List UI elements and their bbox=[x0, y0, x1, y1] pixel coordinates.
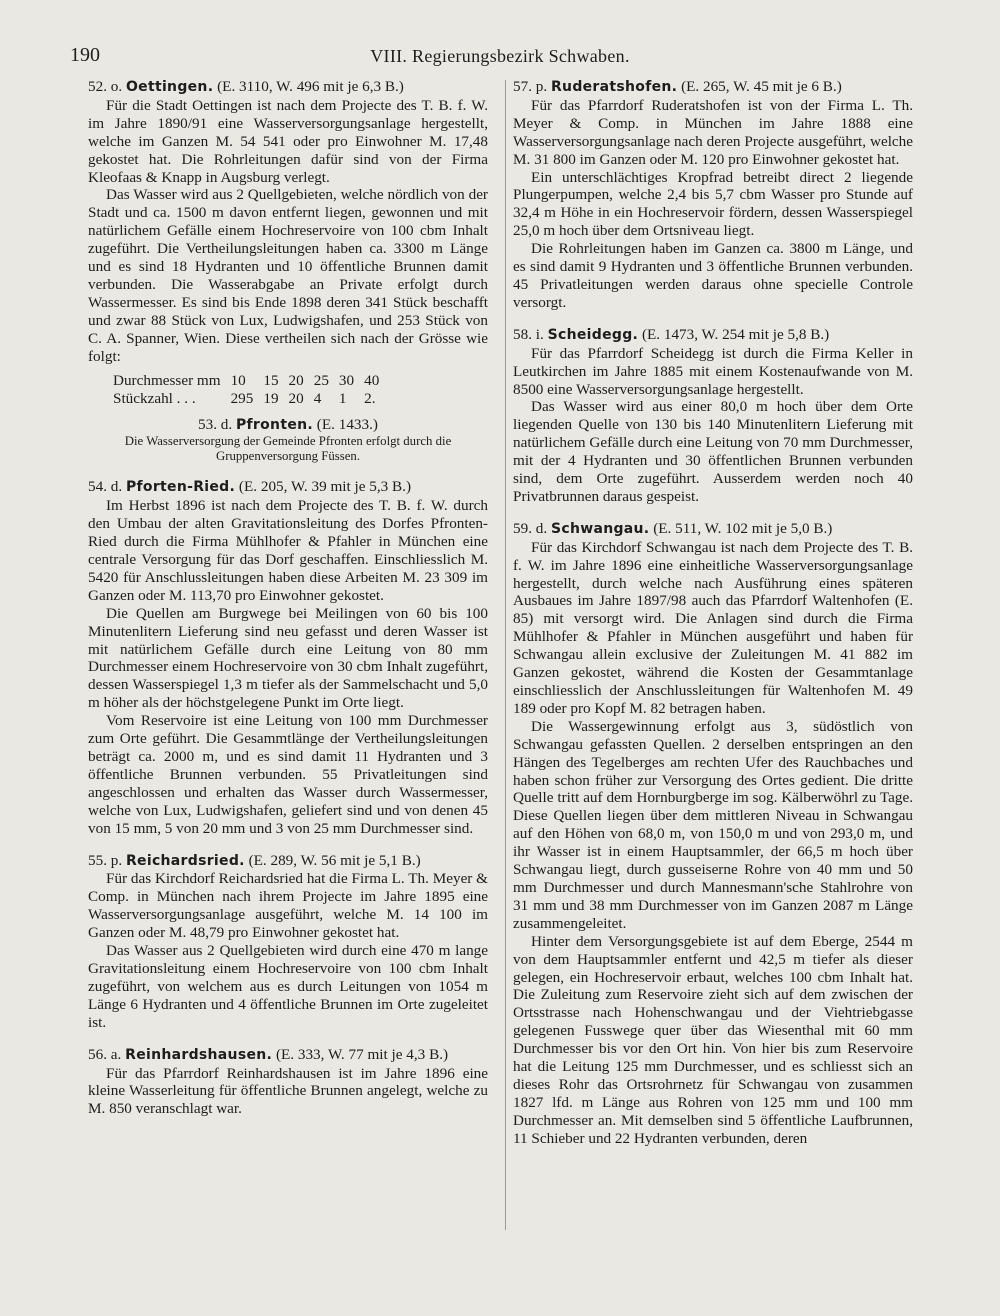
entry-title bbox=[513, 520, 913, 539]
spacer bbox=[88, 1032, 488, 1046]
entry-55-reichardsried bbox=[88, 852, 488, 1032]
entry-place: Schwangau. bbox=[550, 520, 650, 537]
paragraph: Die Quellen am Burgwege bei Meilingen von 60 bis 100 Minutenlitern Lieferung sind neu gefasst und deren Wasser ist mit natürlichem Gefälle durch eine Leitung von 80 mm Durchmesser einem Hochreservoire von 30 cbm Inhalt zugeführt, dessen Wasserspiegel 1,3 m tiefer als der Sammelschacht und 5,0 m höher als der höchstgelegene Punkt im Orte liegt. bbox=[88, 604, 488, 712]
entry-title bbox=[513, 78, 913, 97]
table-cell: 20 bbox=[288, 371, 304, 389]
paragraph: Das Wasser wird aus 2 Quellgebieten, welche nördlich von der Stadt und ca. 1500 m davon entfernt liegen, gewonnen und mit natürlichem Gefälle einem Hochreservoire von 100 cbm Inhalt zugeführt. Die Vertheilungsleitungen haben ca. 3300 m Länge und es sind 18 Hydranten und 10 öffentliche Brunnen damit verbunden. Die Wasserabgabe an Private erfolgt durch Wassermesser. Es sind bis Ende 1898 deren 341 Stück beschafft und zwar 88 Stück von Lux, Ludwigshafen, und 253 Stück von C. A. Spanner, Wien. Diese vertheilen sich nach der Grösse wie folgt: bbox=[88, 186, 488, 365]
entry-place: Ruderatshofen. bbox=[550, 79, 678, 95]
entry-number: 56. a. bbox=[88, 1045, 122, 1063]
paragraph: Vom Reservoire ist eine Leitung von 100 mm Durchmesser zum Orte geführt. Die Gesammtlänge der Vertheilungsleitungen beträgt ca. 2000 m, und es sind damit 11 Hydranten und 3 öffentliche Brunnen verbunden. 55 Privatleitungen sind angeschlossen und erhalten das Wasser durch Wassermesser, welche von Lux, Ludwigshafen, geliefert sind und von denen 45 von 15 mm, 5 von 20 mm und 3 von 25 mm Durchmesser sind. bbox=[88, 712, 488, 837]
entry-meta: (E. 511, W. 102 mit je 5,0 B.) bbox=[653, 519, 833, 537]
meter-size-table bbox=[108, 372, 384, 408]
paragraph: Für das Pfarrdorf Ruderatshofen ist von der Firma L. Th. Meyer & Comp. in München im Jahre 1888 eine Wasserversorgungsanlage nach deren Projecte ausgeführt, welche M. 31 800 im Ganzen oder M. 120 pro Einwohner gekostet hat. bbox=[513, 96, 913, 168]
entry-number: 57. p. bbox=[513, 78, 548, 95]
paragraph: Die Rohrleitungen haben im Ganzen ca. 3800 m Länge, und es sind damit 9 Hydranten und 3 öffentliche Brunnen verbunden. 45 Privatleitungen werden daraus ohne specielle Controle versorgt. bbox=[513, 240, 913, 311]
spacer bbox=[513, 312, 913, 326]
entry-meta: (E. 205, W. 39 mit je 5,3 B.) bbox=[238, 478, 412, 496]
entry-title bbox=[513, 326, 913, 345]
spacer bbox=[88, 464, 488, 478]
entry-57-ruderatshofen bbox=[513, 78, 913, 312]
table-cell: 20 bbox=[288, 389, 304, 407]
table-cell: 19 bbox=[263, 389, 279, 407]
column-divider bbox=[505, 80, 506, 1230]
entry-place: Oettingen. bbox=[125, 79, 214, 95]
table-row bbox=[108, 390, 384, 408]
paragraph: Für das Kirchdorf Schwangau ist nach dem Projecte des T. B. f. W. im Jahre 1896 eine einheitliche Wasserversorgungsanlage hergestellt, durch welche nach Ausführung eines späteren Ausbaues im Jahre 1897/98 auch das Pfarrdorf Waltenhofen (E. 85) mit versorgt wird. Die Anlagen sind durch die Firma Mühlhofer & Pfahler in München ausgeführt und haben für Schwangau allein exclusive der Zuleitungen M. 41 882 im Ganzen gekostet, während die Kosten der Gesammtanlage einschliesslich der Anschlussleitungen für Waltenhofen M. 49 189 oder pro Kopf M. 82 betragen haben. bbox=[513, 538, 913, 717]
entry-number: 53. d. bbox=[198, 415, 233, 433]
page-number: 190 bbox=[70, 44, 100, 66]
paragraph: Für das Pfarrdorf Reinhardshausen ist im Jahre 1896 eine kleine Wasserleitung für öffentliche Brunnen angelegt, welche zu M. 850 veranschlagt war. bbox=[88, 1064, 488, 1118]
entry-title bbox=[88, 416, 488, 435]
entry-title bbox=[88, 478, 488, 497]
table-cell: 25 bbox=[313, 371, 329, 389]
paragraph: Hinter dem Versorgungsgebiete ist auf dem Eberge, 2544 m von dem Hauptsammler entfernt und 42,5 m tiefer als dieser gelegen, ein Hochreservoir erbaut, welches 100 cbm Inhalt hat. Die Zuleitung zum Reservoire zieht sich auf dem zwischen der Ortsstrasse nach Hohenschwangau und der Viehtriebgasse gelegenen Fusswege quer über das Wiesenthal mit 60 mm Durchmesser bis vor den Ort hin. Von hier bis zum Reservoire hat die Leitung 125 mm Durchmesser, und es schliesst sich an dieses Rohr das Ortsrohrnetz für Schwangau von zusammen 1827 lfd. m Länge aus Rohren von 125 mm und 100 mm Durchmesser an. Mit demselben sind 5 öffentliche Laufbrunnen, 11 Schieber und 22 Hydranten verbunden, deren bbox=[513, 932, 913, 1147]
entry-meta: (E. 3110, W. 496 mit je 6,3 B.) bbox=[217, 78, 404, 95]
entry-place: Reichardsried. bbox=[125, 852, 245, 869]
running-title: VIII. Regierungsbezirk Schwaben. bbox=[370, 46, 630, 66]
entry-meta: (E. 1433.) bbox=[316, 415, 378, 433]
paragraph: Die Wassergewinnung erfolgt aus 3, südöstlich von Schwangau gefassten Quellen. 2 derselben entspringen an den Hängen des Tegelberges am rechten Ufer des Rauchbaches und haben schon früher zur Versorgung des Ortes gedient. Die dritte Quelle tritt auf dem Hornburgberge im sog. Kälberwöhrl zu Tage. Diese Quellen liegen über dem mittleren Niveau in Schwangau auf den Höhen von 68,0 m, von 150,0 m und von 293,0 m, und ihr Wasser ist in einem Hauptsammler, der 66,5 m hoch über Schwangau liegt, durch gusseiserne Rohre von 40 mm und 50 mm Durchmesser und durch Mannesmann'sche Stahlrohre von 31 mm und 38 mm Durchmesser von im Ganzen 2087 m Länge zusammengeleitet. bbox=[513, 717, 913, 932]
right-column bbox=[513, 78, 913, 1148]
entry-56-reinhardshausen bbox=[88, 1046, 488, 1119]
paragraph: Das Wasser wird aus einer 80,0 m hoch über dem Orte liegenden Quelle von 130 bis 140 Minutenlitern Lieferung mit natürlichem Gefälle durch eine Leitung von 70 mm Durchmesser, mit der 4 Hydranten und 30 öffentlichen Brunnen verbunden sind, dem Orte zugeführt. Ausserdem werden noch 40 Privatbrunnen daraus gespeist. bbox=[513, 398, 913, 505]
entry-meta: (E. 265, W. 45 mit je 6 B.) bbox=[681, 78, 842, 95]
paragraph: Ein unterschlächtiges Kropfrad betreibt direct 2 liegende Plungerpumpen, welche 2,4 bis 5,7 cbm Wasser pro Stunde auf 32,4 m Höhe in ein Hochreservoir fördern, dessen Wasserspiegel 25,0 m hoch über dem Ortsniveau liegt. bbox=[513, 168, 913, 240]
entry-place: Scheidegg. bbox=[547, 326, 639, 343]
paragraph: Die Wasserversorgung der Gemeinde Pfronten erfolgt durch die Gruppenversorgung Füssen. bbox=[124, 434, 452, 464]
entry-meta: (E. 333, W. 77 mit je 4,3 B.) bbox=[275, 1045, 449, 1063]
entry-place: Pforten-Ried. bbox=[125, 479, 236, 496]
table-cell: 295 bbox=[230, 389, 254, 407]
entry-53-pfronten bbox=[88, 416, 488, 465]
entry-title bbox=[88, 852, 488, 871]
table-cell: 2. bbox=[364, 389, 376, 407]
paragraph: Das Wasser aus 2 Quellgebieten wird durch eine 470 m lange Gravitationsleitung einem Hochreservoire von 100 cbm Inhalt zugeführt, von welchem aus es durch Leitungen von 1054 m Länge 6 Hydranten und 4 öffentliche Brunnen im Orte zugeleitet ist. bbox=[88, 942, 488, 1031]
entry-number: 58. i. bbox=[513, 325, 544, 343]
entry-place: Reinhardshausen. bbox=[125, 1046, 273, 1063]
entry-meta: (E. 1473, W. 254 mit je 5,8 B.) bbox=[641, 325, 830, 343]
table-cell: 30 bbox=[338, 371, 355, 389]
entry-place: Pfronten. bbox=[235, 416, 313, 433]
paragraph: Für das Kirchdorf Reichardsried hat die Firma L. Th. Meyer & Comp. in München nach ihrem Projecte im Jahre 1895 eine Wasserversorgungsanlage ausgeführt, welche M. 14 100 im Ganzen oder M. 48,79 pro Einwohner gekostet hat. bbox=[88, 870, 488, 942]
paragraph: Für die Stadt Oettingen ist nach dem Projecte des T. B. f. W. im Jahre 1890/91 eine Wasserversorgungsanlage hergestellt, welche im Ganzen M. 54 541 oder pro Einwohner M. 17,48 gekostet hat. Die Rohrleitungen dafür sind von der Firma Kleofaas & Knapp in Augsburg verlegt. bbox=[88, 96, 488, 186]
table-cell: 15 bbox=[263, 371, 279, 389]
entry-59-schwangau bbox=[513, 520, 913, 1148]
spacer bbox=[513, 506, 913, 520]
row-label: Stückzahl . . . bbox=[113, 389, 196, 407]
entry-54-pforten-ried bbox=[88, 478, 488, 837]
entry-meta: (E. 289, W. 56 mit je 5,1 B.) bbox=[248, 851, 421, 869]
entry-58-scheidegg bbox=[513, 326, 913, 506]
paragraph: Für das Pfarrdorf Scheidegg ist durch die Firma Keller in Leutkirchen im Jahre 1885 mit einem Kostenaufwande von M. 8500 eine Wasserversorgungsanlage hergestellt. bbox=[513, 344, 913, 398]
entry-title bbox=[88, 78, 488, 97]
table-cell: 40 bbox=[364, 371, 380, 389]
entry-number: 59. d. bbox=[513, 519, 548, 537]
entry-title bbox=[88, 1046, 488, 1065]
entry-52-oettingen bbox=[88, 78, 488, 408]
row-label: Durchmesser mm bbox=[113, 371, 221, 389]
entry-number: 52. o. bbox=[88, 78, 123, 95]
paragraph: Im Herbst 1896 ist nach dem Projecte des T. B. f. W. durch den Umbau der alten Gravitationsleitung des Dorfes Pfronten-Ried durch die Firma Mühlhofer & Pfahler in München eine centrale Versorgung für das Dorf geschaffen. Einschliesslich M. 5420 für Anschlussleitungen haben diese Arbeiten M. 23 309 im Ganzen oder M. 113,70 pro Einwohner gekostet. bbox=[88, 497, 488, 604]
table-cell: 1 bbox=[338, 389, 347, 407]
table-cell: 4 bbox=[313, 389, 322, 407]
table-cell: 10 bbox=[230, 371, 246, 389]
page-header bbox=[70, 44, 930, 70]
table-row bbox=[108, 372, 384, 390]
entry-number: 55. p. bbox=[88, 851, 123, 869]
spacer bbox=[88, 838, 488, 852]
left-column bbox=[88, 78, 488, 1118]
entry-number: 54. d. bbox=[88, 478, 123, 496]
